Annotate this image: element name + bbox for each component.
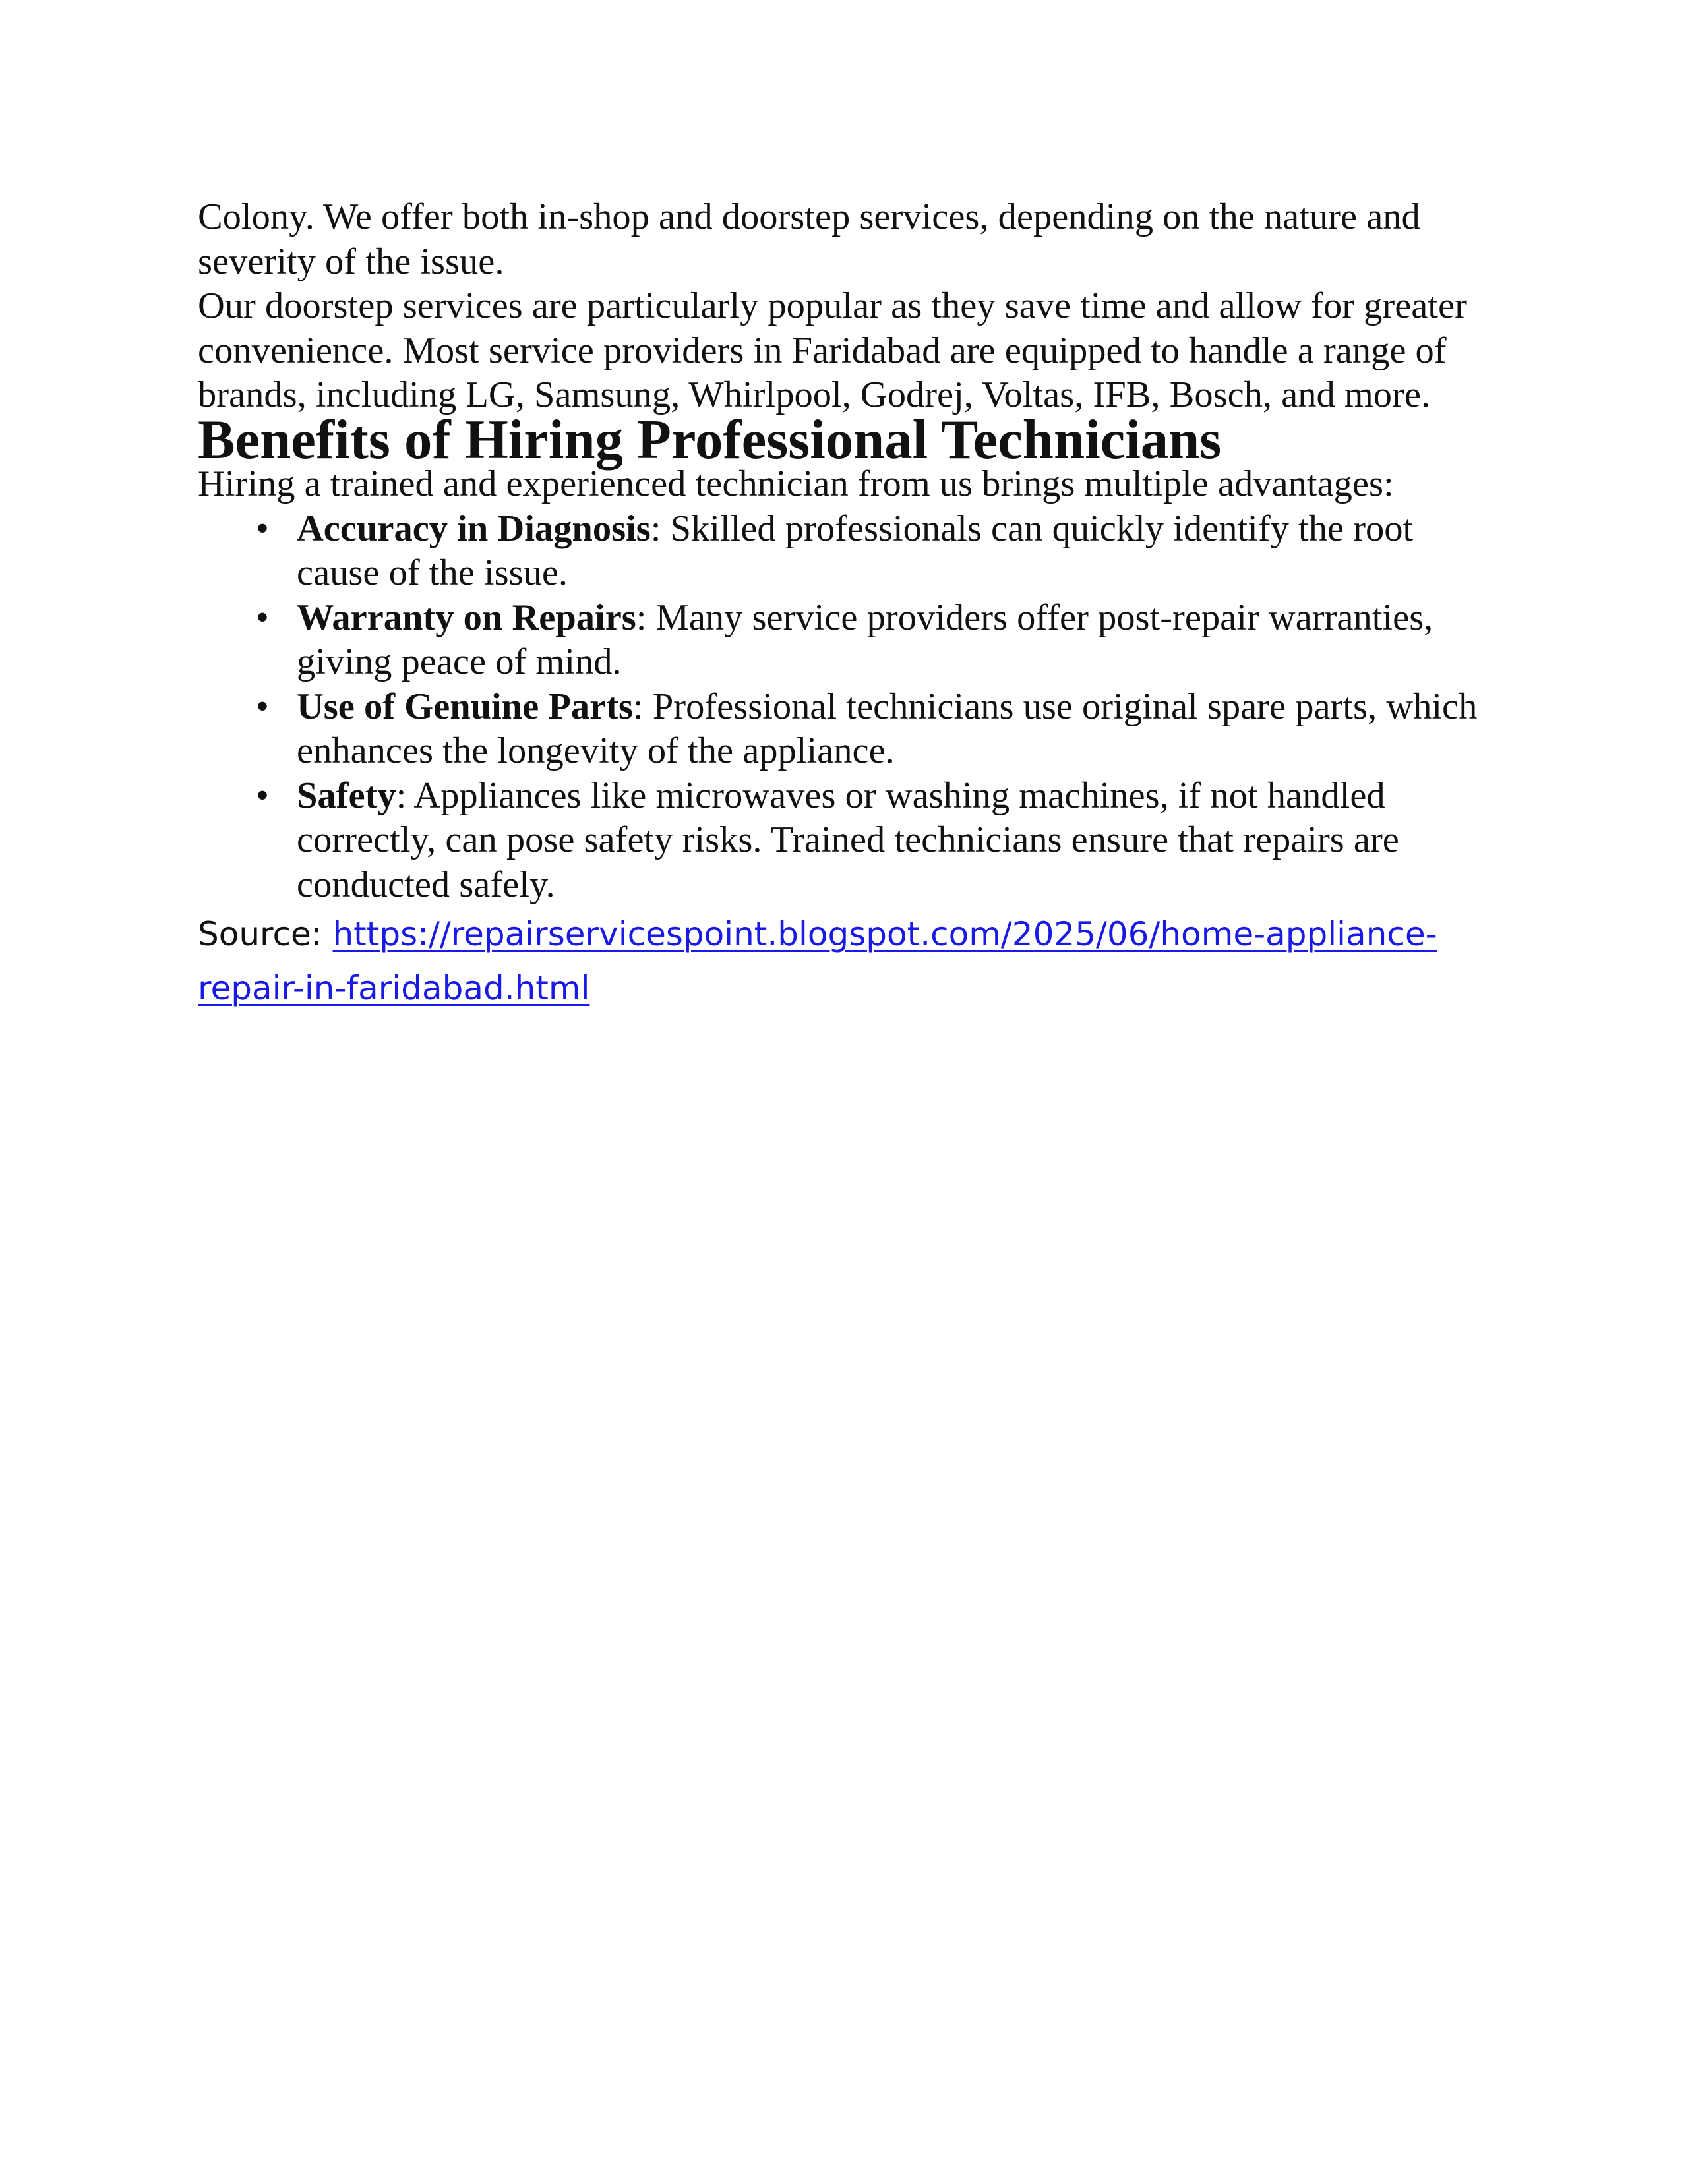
list-item xyxy=(198,596,1490,685)
bullet-icon: • xyxy=(256,597,269,638)
bullet-icon: • xyxy=(256,775,269,816)
paragraph-doorstep-services: Our doorstep services are particularly popular as they save time and allow for greater convenience. Most service providers in Faridabad are equipped to handle a range of brands, including LG, Samsung, Whirlpool, Godrej, Voltas, IFB, Bosch, and more. xyxy=(198,285,1467,415)
section-intro: Hiring a trained and experienced technician from us brings multiple advantages: xyxy=(198,463,1394,504)
list-item xyxy=(198,507,1490,596)
source-label: Source: xyxy=(198,915,333,953)
list-item xyxy=(198,774,1490,908)
list-item-term: Safety xyxy=(297,775,396,816)
list-item-term: Accuracy in Diagnosis xyxy=(297,508,651,549)
paragraph-services-intro: Colony. We offer both in-shop and doorstep services, depending on the nature and severity of the issue. xyxy=(198,196,1420,282)
list-item xyxy=(198,685,1490,774)
section-heading: Benefits of Hiring Professional Technicians xyxy=(198,408,1222,471)
bullet-icon: • xyxy=(256,686,269,727)
source-link[interactable]: https://repairservicespoint.blogspot.com/2025/06/home-appliance-repair-in-faridabad.html xyxy=(198,915,1437,1007)
list-item-text: : Many service providers offer post-repair warranties, giving peace of mind. xyxy=(297,597,1433,682)
list-item-text: : Appliances like microwaves or washing machines, if not handled correctly, can pose safety risks. Trained technicians ensure that repairs are conducted safely. xyxy=(297,775,1399,905)
bullet-icon: • xyxy=(256,508,269,549)
source-line xyxy=(198,907,1490,1015)
list-item-term: Warranty on Repairs xyxy=(297,597,636,638)
document-body xyxy=(198,195,1490,1015)
list-item-term: Use of Genuine Parts xyxy=(297,686,634,727)
list-item-text: : Professional technicians use original spare parts, which enhances the longevity of the appliance. xyxy=(297,686,1478,771)
benefits-list xyxy=(198,507,1490,908)
list-item-text: : Skilled professionals can quickly identify the root cause of the issue. xyxy=(297,508,1414,593)
